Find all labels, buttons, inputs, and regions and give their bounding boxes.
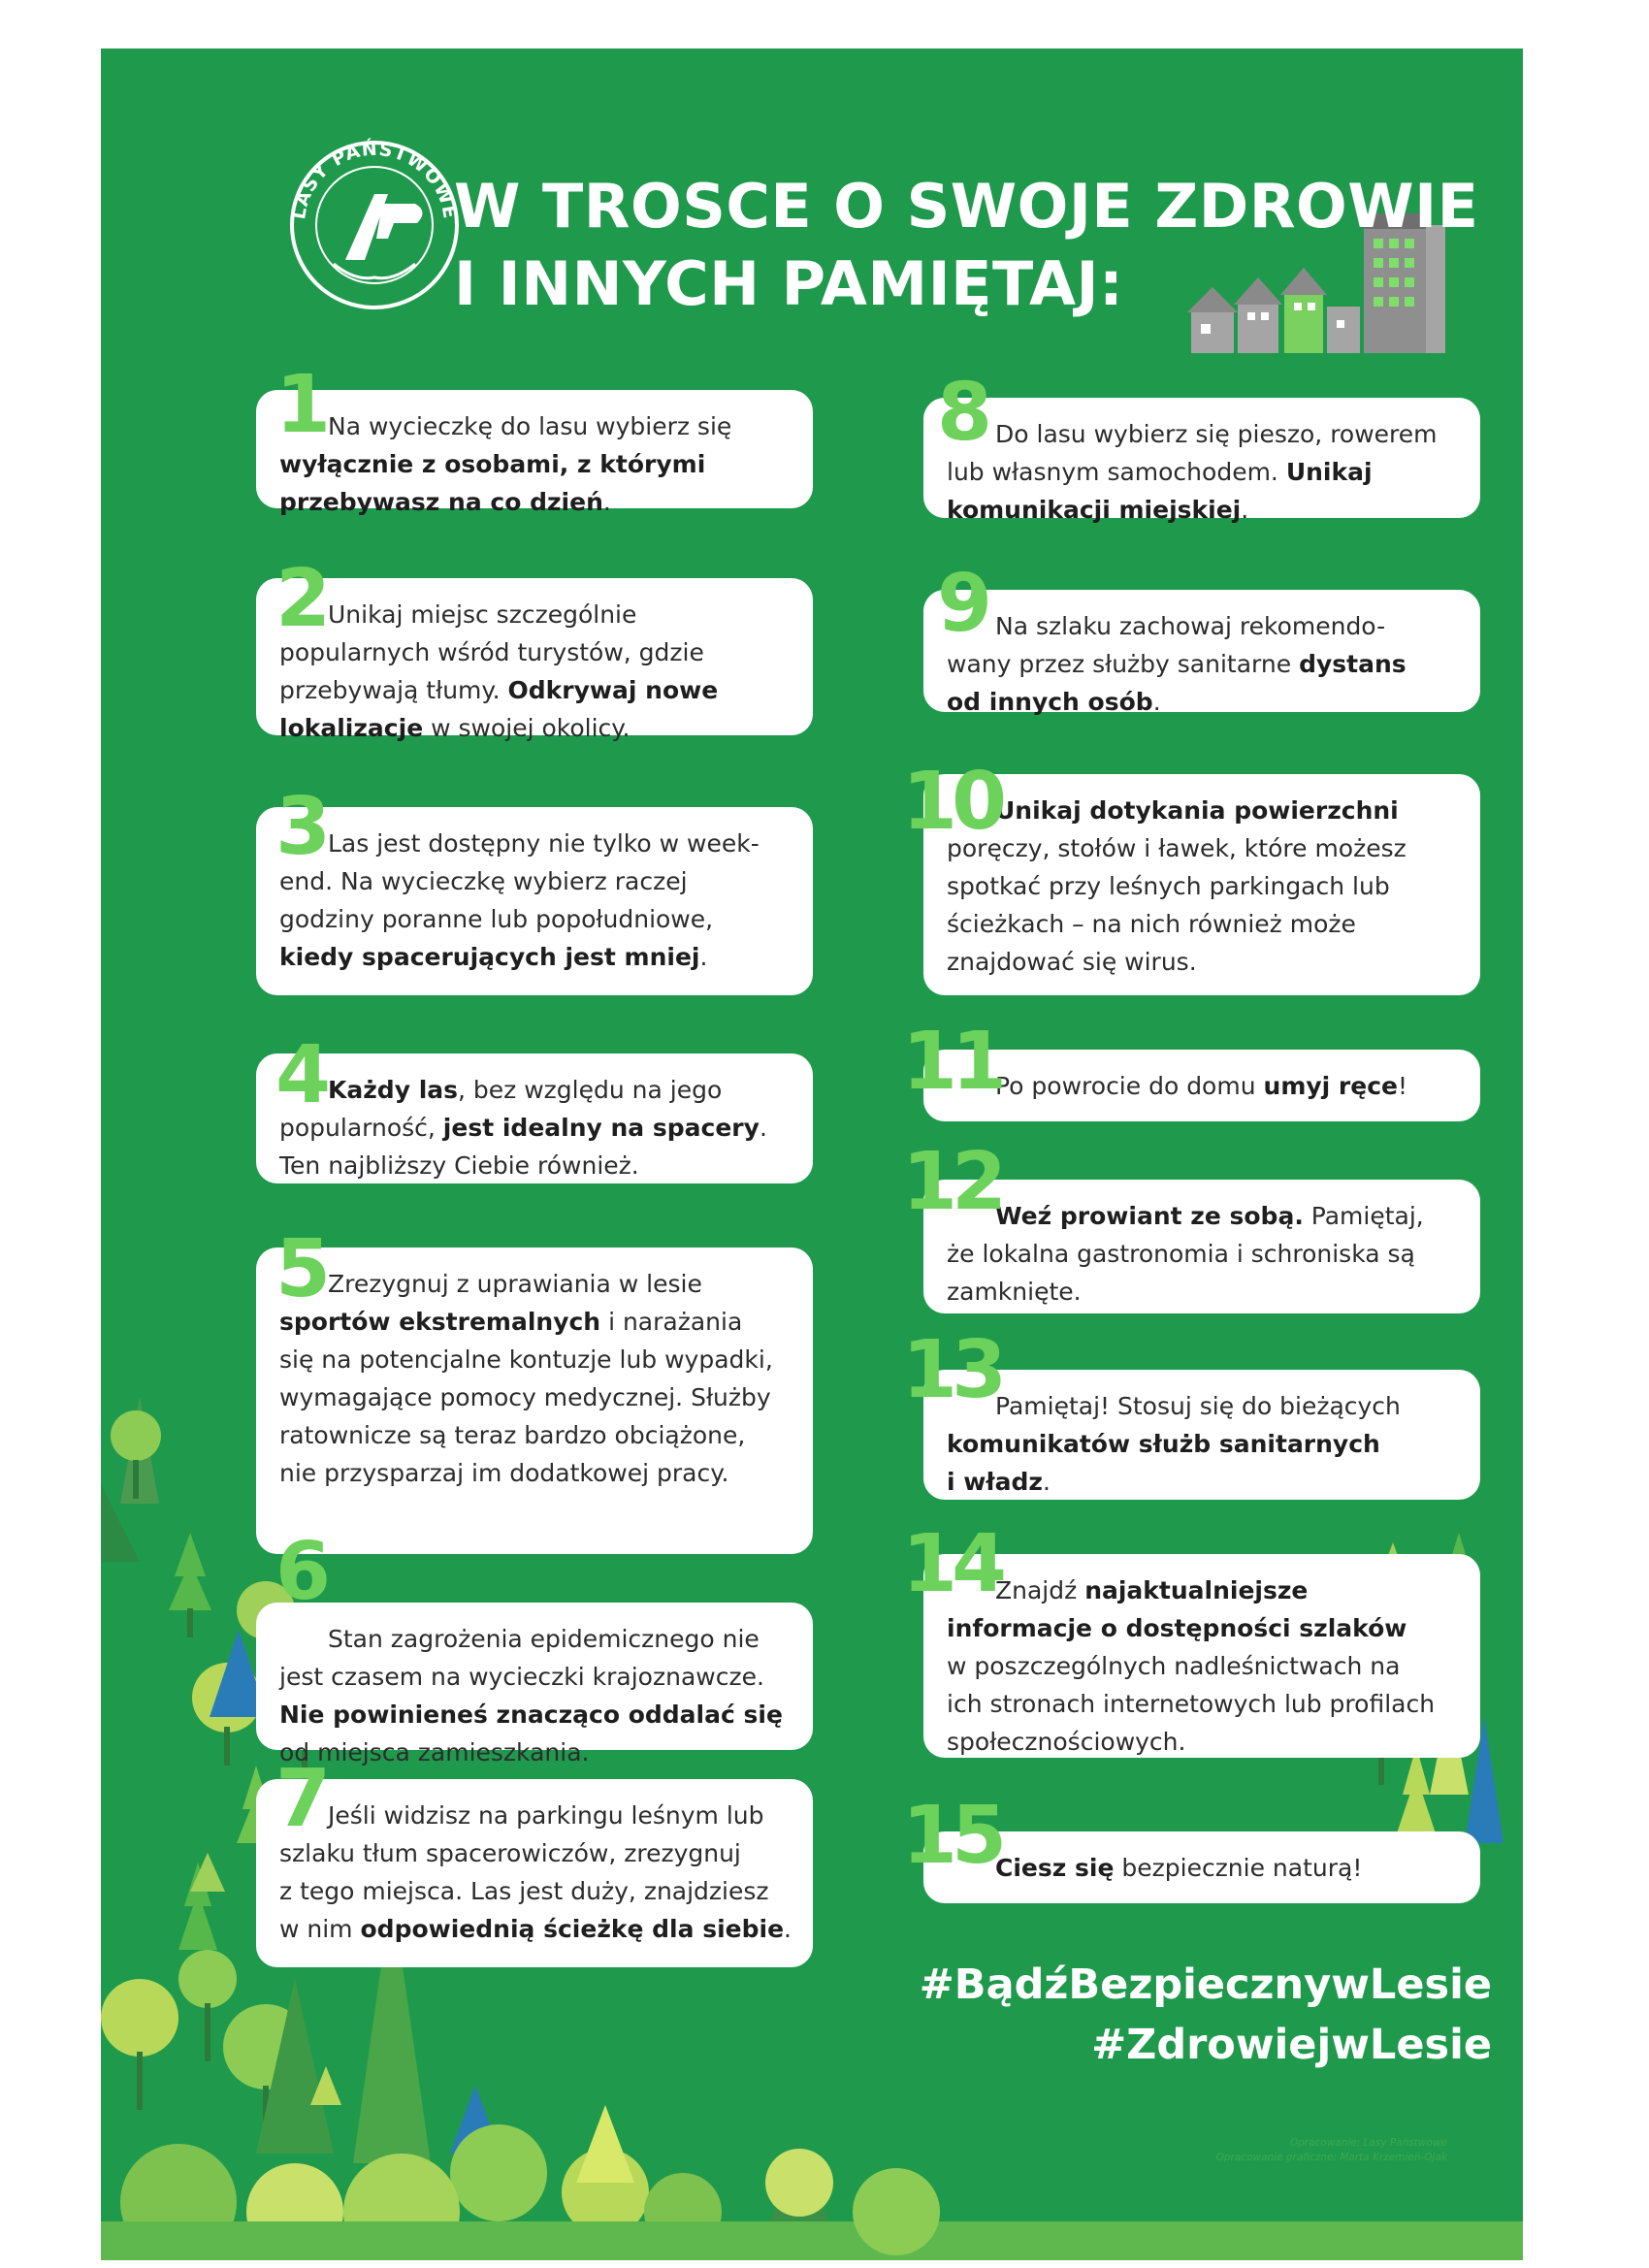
tip-card-8 xyxy=(923,398,1480,524)
tip-card-9 xyxy=(923,590,1480,716)
tip-text: Weź prowiant ze sobą. Pamiętaj, że lokalna gastronomia i schroniska są zamknięte. xyxy=(947,1202,1424,1306)
tip-text: Zrezygnuj z uprawiania w lesie sportów ekstremalnych i narażania się na potencjalne kontuzje lub wypadki, wymagające pomocy medycznej. Służby ratownicze są teraz bardzo obciążone, nie przysparzaj im dodatkowej pracy. xyxy=(279,1270,773,1487)
tip-card-13 xyxy=(923,1370,1480,1500)
credits-line-2: Opracowanie graficzne: Marta Krzemień-Ojak xyxy=(1215,2152,1447,2163)
tip-text: Ciesz się bezpiecznie naturą! xyxy=(995,1854,1363,1882)
credits-line-1: Opracowanie: Lasy Państwowe xyxy=(1289,2137,1447,2149)
tip-text: Do lasu wybierz się pieszo, rowerem lub własnym samochodem. Unikaj komunikacji miejskiej. xyxy=(947,420,1438,524)
tip-text: Stan zagrożenia epidemicznego nie jest czasem na wycieczki krajoznawcze. Nie powinieneś znacząco oddalać się od miejsca zamieszkania. xyxy=(279,1625,783,1766)
tip-card-7 xyxy=(256,1779,813,1967)
tip-number-12: 12 xyxy=(902,1136,1002,1228)
tip-number-7: 7 xyxy=(275,1753,326,1845)
tip-text: Znajdź najaktualniejsze informacje o dostępności szlaków w poszczególnych nadleśnictwach na ich stronach internetowych lub profilach społecznościowych. xyxy=(947,1576,1436,1756)
tip-card-14 xyxy=(923,1554,1480,1758)
tip-card-3 xyxy=(256,807,813,995)
title-line-2: I INNYCH PAMIĘTAJ: xyxy=(454,248,1124,319)
tip-card-1 xyxy=(256,390,813,516)
tip-text: Na wycieczkę do lasu wybierz się wyłącznie z osobami, z którymi przebywasz na co dzień. xyxy=(279,412,732,516)
tip-number-11: 11 xyxy=(902,1016,1002,1108)
tip-number-15: 15 xyxy=(902,1790,1002,1882)
tip-text: Pamiętaj! Stosuj się do bieżących komunikatów służb sanitarnych i władz. xyxy=(947,1392,1401,1496)
tip-card-5 xyxy=(256,1247,813,1554)
tip-number-2: 2 xyxy=(275,553,326,645)
tip-number-14: 14 xyxy=(902,1518,1002,1610)
title-line-1: W TROSCE O SWOJE ZDROWIE xyxy=(454,171,1479,242)
tip-number-9: 9 xyxy=(937,558,987,650)
tip-text: Na szlaku zachowaj rekomendo- wany przez służby sanitarne dystans od innych osób. xyxy=(947,612,1406,716)
tip-text: Jeśli widzisz na parkingu leśnym lub szlaku tłum spacerowiczów, zrezygnuj z tego miejsca. Las jest duży, znajdziesz w nim odpowiednią ścieżkę dla siebie. xyxy=(279,1801,792,1943)
tip-text: Każdy las, bez względu na jego popularność, jest idealny na spacery. Ten najbliższy Ciebie również. xyxy=(279,1076,767,1180)
logo-arc-text: LASY PAŃSTWOWE xyxy=(288,138,461,221)
tip-number-10: 10 xyxy=(902,756,1002,848)
hashtag-bezpieczny: #BądźBezpiecznywLesie xyxy=(919,1960,1492,2009)
hashtag-zdrowiej: #ZdrowiejwLesie xyxy=(1091,2021,1492,2069)
tip-card-4 xyxy=(256,1053,813,1183)
credits xyxy=(1216,2136,1447,2165)
tip-card-12 xyxy=(923,1180,1480,1313)
tip-number-8: 8 xyxy=(937,367,987,459)
lasy-panstwowe-logo xyxy=(288,138,461,308)
tip-card-2 xyxy=(256,578,813,742)
tip-number-4: 4 xyxy=(275,1029,326,1121)
tip-number-13: 13 xyxy=(902,1324,1002,1416)
tip-text: Unikaj miejsc szczególnie popularnych wśród turystów, gdzie przebywają tłumy. Odkrywaj nowe lokalizacje w swojej okolicy. xyxy=(279,600,719,742)
poster xyxy=(101,49,1523,2260)
tip-card-10 xyxy=(923,774,1480,995)
tip-number-1: 1 xyxy=(275,359,326,451)
poster-title xyxy=(454,168,1479,323)
tip-card-15 xyxy=(923,1831,1480,1903)
tip-number-5: 5 xyxy=(275,1223,326,1315)
tip-card-11 xyxy=(923,1050,1480,1121)
tip-text: Unikaj dotykania powierzchni poręczy, stołów i ławek, które możesz spotkać przy leśnych parkingach lub ścieżkach – na nich również może znajdować się wirus. xyxy=(947,796,1406,976)
tip-number-6: 6 xyxy=(275,1526,326,1618)
tip-text: Po powrocie do domu umyj ręce! xyxy=(995,1072,1408,1100)
tip-text: Las jest dostępny nie tylko w week- end. Na wycieczkę wybierz raczej godziny poranne lub popołudniowe, kiedy spacerujących jest mniej. xyxy=(279,829,760,971)
tip-card-6 xyxy=(256,1603,813,1766)
tip-number-3: 3 xyxy=(275,781,326,873)
